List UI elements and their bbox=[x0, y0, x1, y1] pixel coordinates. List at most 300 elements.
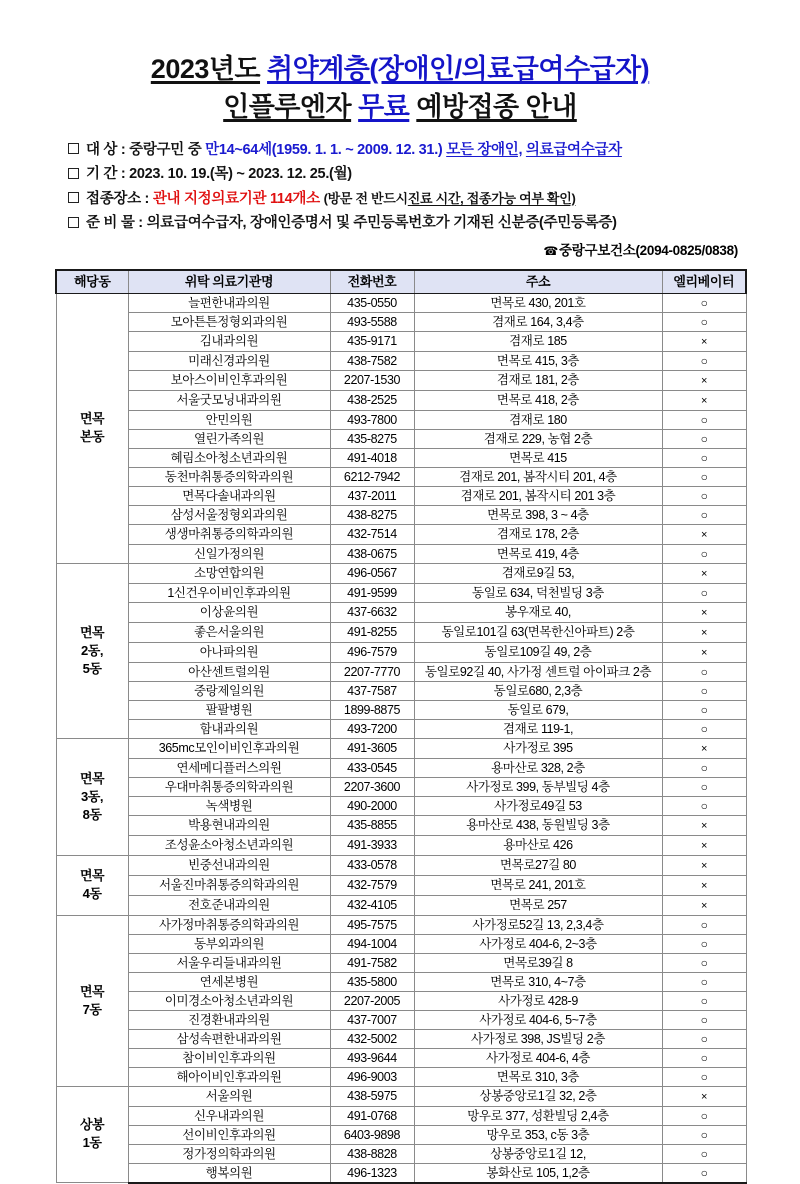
cell-phone: 493-7800 bbox=[330, 410, 414, 429]
circle-mark-icon: ○ bbox=[700, 955, 708, 970]
cell-elevator bbox=[662, 991, 746, 1010]
table-row bbox=[56, 738, 746, 758]
cell-phone: 495-7575 bbox=[330, 915, 414, 934]
cell-clinic-name: 삼성속편한내과의원 bbox=[128, 1029, 330, 1048]
cell-phone: 491-0768 bbox=[330, 1106, 414, 1125]
cell-elevator bbox=[662, 681, 746, 700]
circle-mark-icon: ○ bbox=[700, 721, 708, 736]
circle-mark-icon: ○ bbox=[700, 1165, 708, 1180]
cell-elevator bbox=[662, 1029, 746, 1048]
cell-clinic-name: 보아스이비인후과의원 bbox=[128, 370, 330, 390]
cell-phone: 491-7582 bbox=[330, 953, 414, 972]
cross-mark-icon: × bbox=[700, 626, 708, 639]
cell-address: 동일로101길 63(면목한신아파트) 2층 bbox=[414, 622, 662, 642]
table-row bbox=[56, 583, 746, 602]
table-row bbox=[56, 524, 746, 544]
circle-mark-icon: ○ bbox=[700, 585, 708, 600]
circle-mark-icon: ○ bbox=[700, 1050, 708, 1065]
cell-address: 동일로92길 40, 사가정 센트럴 아이파크 2층 bbox=[414, 662, 662, 681]
cell-clinic-name: 1신건우이비인후과의원 bbox=[128, 583, 330, 602]
cell-clinic-name: 진경환내과의원 bbox=[128, 1010, 330, 1029]
circle-mark-icon: ○ bbox=[700, 1012, 708, 1027]
cell-phone: 496-7579 bbox=[330, 642, 414, 662]
cell-clinic-name: 안민의원 bbox=[128, 410, 330, 429]
cell-phone: 432-5002 bbox=[330, 1029, 414, 1048]
cell-address: 겸재로 180 bbox=[414, 410, 662, 429]
cell-phone: 432-7579 bbox=[330, 875, 414, 895]
cell-clinic-name: 아나파의원 bbox=[128, 642, 330, 662]
info-label-required-items: 준 비 물 : bbox=[86, 215, 143, 232]
cell-address: 면목로 430, 201호 bbox=[414, 293, 662, 312]
cell-address: 상봉중앙로1길 12, bbox=[414, 1144, 662, 1163]
cell-clinic-name: 늘편한내과의원 bbox=[128, 293, 330, 312]
circle-mark-icon: ○ bbox=[700, 412, 708, 427]
cell-address: 면목로 257 bbox=[414, 895, 662, 915]
cross-mark-icon: × bbox=[700, 335, 708, 348]
cell-elevator bbox=[662, 835, 746, 855]
info-label-period: 기 간 : bbox=[86, 166, 126, 183]
cell-elevator bbox=[662, 1010, 746, 1029]
cell-phone: 437-7587 bbox=[330, 681, 414, 700]
cell-address: 면목로 418, 2층 bbox=[414, 390, 662, 410]
cell-elevator bbox=[662, 934, 746, 953]
cell-clinic-name: 면목다솔내과의원 bbox=[128, 486, 330, 505]
circle-mark-icon: ○ bbox=[700, 431, 708, 446]
table-row bbox=[56, 875, 746, 895]
checkbox-square-icon bbox=[68, 192, 79, 203]
cell-phone: 433-0578 bbox=[330, 855, 414, 875]
cell-elevator bbox=[662, 777, 746, 796]
table-row bbox=[56, 855, 746, 875]
cell-phone: 493-7200 bbox=[330, 719, 414, 738]
cell-phone: 491-3605 bbox=[330, 738, 414, 758]
cell-phone: 491-8255 bbox=[330, 622, 414, 642]
circle-mark-icon: ○ bbox=[700, 993, 708, 1008]
cross-mark-icon: × bbox=[700, 606, 708, 619]
cross-mark-icon: × bbox=[700, 646, 708, 659]
cell-elevator bbox=[662, 953, 746, 972]
cell-phone: 435-8275 bbox=[330, 429, 414, 448]
cell-clinic-name: 정가정의학과의원 bbox=[128, 1144, 330, 1163]
cell-address: 면목로27길 80 bbox=[414, 855, 662, 875]
table-row bbox=[56, 815, 746, 835]
cell-address: 동일로 679, bbox=[414, 700, 662, 719]
cell-address: 면목로 415 bbox=[414, 448, 662, 467]
cell-elevator bbox=[662, 662, 746, 681]
cell-phone: 435-9171 bbox=[330, 331, 414, 351]
cell-elevator bbox=[662, 700, 746, 719]
title-vaccination-guide: 예방접종 안내 bbox=[416, 92, 577, 123]
cell-address: 겸재로 164, 3,4층 bbox=[414, 312, 662, 331]
info-row-required-items bbox=[68, 216, 800, 231]
cell-dong: 면목 7동 bbox=[56, 915, 128, 1086]
cell-clinic-name: 365mc모인이비인후과의원 bbox=[128, 738, 330, 758]
table-row bbox=[56, 719, 746, 738]
cross-mark-icon: × bbox=[700, 394, 708, 407]
table-row bbox=[56, 796, 746, 815]
table-row bbox=[56, 758, 746, 777]
cell-elevator bbox=[662, 505, 746, 524]
cell-phone: 493-5588 bbox=[330, 312, 414, 331]
cell-address: 겸재로 181, 2층 bbox=[414, 370, 662, 390]
checkbox-square-icon bbox=[68, 143, 79, 154]
table-row bbox=[56, 544, 746, 563]
cell-clinic-name: 삼성서울정형외과의원 bbox=[128, 505, 330, 524]
cell-clinic-name: 연세메디플러스의원 bbox=[128, 758, 330, 777]
clinic-table bbox=[55, 269, 747, 1184]
info-row-period bbox=[68, 167, 800, 182]
cell-phone: 438-8828 bbox=[330, 1144, 414, 1163]
cell-clinic-name: 박용현내과의원 bbox=[128, 815, 330, 835]
cell-clinic-name: 혜림소아청소년과의원 bbox=[128, 448, 330, 467]
cell-phone: 435-5800 bbox=[330, 972, 414, 991]
table-row bbox=[56, 390, 746, 410]
cell-clinic-name: 생생마취통증의학과의원 bbox=[128, 524, 330, 544]
table-row bbox=[56, 331, 746, 351]
cell-address: 용마산로 438, 동원빌딩 3층 bbox=[414, 815, 662, 835]
info-location-note-1: (방문 전 반드시 bbox=[323, 190, 408, 206]
cell-elevator bbox=[662, 544, 746, 563]
cell-phone: 2207-7770 bbox=[330, 662, 414, 681]
cell-dong: 면목 3동, 8동 bbox=[56, 738, 128, 855]
cell-clinic-name: 좋은서울의원 bbox=[128, 622, 330, 642]
cell-address: 사가정로 404-6, 2~3층 bbox=[414, 934, 662, 953]
title-free: 무료 bbox=[358, 92, 410, 123]
cross-mark-icon: × bbox=[700, 742, 708, 755]
table-row bbox=[56, 642, 746, 662]
cell-clinic-name: 함내과의원 bbox=[128, 719, 330, 738]
cell-clinic-name: 우대마취통증의학과의원 bbox=[128, 777, 330, 796]
cell-phone: 437-6632 bbox=[330, 602, 414, 622]
cell-clinic-name: 선이비인후과의원 bbox=[128, 1125, 330, 1144]
cell-dong: 상봉 1동 bbox=[56, 1086, 128, 1183]
cell-elevator bbox=[662, 602, 746, 622]
table-row bbox=[56, 1106, 746, 1125]
cell-phone: 496-0567 bbox=[330, 563, 414, 583]
cell-elevator bbox=[662, 875, 746, 895]
cell-elevator bbox=[662, 796, 746, 815]
cell-clinic-name: 열린가족의원 bbox=[128, 429, 330, 448]
info-required-items-value: 의료급여수급자, 장애인증명서 및 주민등록번호가 기재된 신분증(주민등록증) bbox=[146, 215, 617, 232]
cell-clinic-name: 서울굿모닝내과의원 bbox=[128, 390, 330, 410]
telephone-icon: ☎ bbox=[543, 244, 559, 259]
cell-elevator bbox=[662, 467, 746, 486]
info-target-text-1: 중랑구민 중 bbox=[129, 141, 202, 158]
cell-clinic-name: 모아튼튼정형외과의원 bbox=[128, 312, 330, 331]
cell-elevator bbox=[662, 410, 746, 429]
info-row-location bbox=[68, 192, 800, 207]
circle-mark-icon: ○ bbox=[700, 295, 708, 310]
cell-clinic-name: 빈중선내과의원 bbox=[128, 855, 330, 875]
cell-address: 사가정로 404-6, 5~7층 bbox=[414, 1010, 662, 1029]
table-row bbox=[56, 662, 746, 681]
cell-clinic-name: 참이비인후과의원 bbox=[128, 1048, 330, 1067]
cell-clinic-name: 서울의원 bbox=[128, 1086, 330, 1106]
cell-address: 면목로39길 8 bbox=[414, 953, 662, 972]
table-row bbox=[56, 1029, 746, 1048]
cell-address: 사가정로52길 13, 2,3,4층 bbox=[414, 915, 662, 934]
title-year: 2023년도 bbox=[150, 54, 261, 84]
cell-phone: 491-9599 bbox=[330, 583, 414, 602]
table-row bbox=[56, 370, 746, 390]
table-row bbox=[56, 777, 746, 796]
info-target-disabled: 모든 장애인, bbox=[446, 141, 523, 158]
column-header-phone: 전화번호 bbox=[330, 270, 414, 294]
cell-clinic-name: 연세본병원 bbox=[128, 972, 330, 991]
circle-mark-icon: ○ bbox=[700, 760, 708, 775]
cell-elevator bbox=[662, 738, 746, 758]
cell-phone: 490-2000 bbox=[330, 796, 414, 815]
cross-mark-icon: × bbox=[700, 1090, 708, 1103]
cell-clinic-name: 조성윤소아청소년과의원 bbox=[128, 835, 330, 855]
cell-elevator bbox=[662, 855, 746, 875]
cell-elevator bbox=[662, 1048, 746, 1067]
cell-elevator bbox=[662, 1163, 746, 1183]
cell-elevator bbox=[662, 448, 746, 467]
cell-clinic-name: 해아이비인후과의원 bbox=[128, 1067, 330, 1086]
circle-mark-icon: ○ bbox=[700, 507, 708, 522]
contact-text: 중랑구보건소(2094-0825/0838) bbox=[559, 242, 738, 258]
cell-clinic-name: 이상윤의원 bbox=[128, 602, 330, 622]
table-row bbox=[56, 602, 746, 622]
page-title bbox=[0, 0, 800, 127]
cell-phone: 494-1004 bbox=[330, 934, 414, 953]
cell-phone: 435-0550 bbox=[330, 293, 414, 312]
cell-phone: 437-7007 bbox=[330, 1010, 414, 1029]
cell-elevator bbox=[662, 312, 746, 331]
circle-mark-icon: ○ bbox=[700, 488, 708, 503]
cell-phone: 491-3933 bbox=[330, 835, 414, 855]
table-row bbox=[56, 1125, 746, 1144]
cell-address: 사가정로 398, JS빌딩 2층 bbox=[414, 1029, 662, 1048]
cell-address: 겸재로 119-1, bbox=[414, 719, 662, 738]
cell-elevator bbox=[662, 351, 746, 370]
cell-clinic-name: 소망연합의원 bbox=[128, 563, 330, 583]
cell-address: 동일로109길 49, 2층 bbox=[414, 642, 662, 662]
cell-clinic-name: 중랑제일의원 bbox=[128, 681, 330, 700]
cell-elevator bbox=[662, 563, 746, 583]
cell-clinic-name: 신우내과의원 bbox=[128, 1106, 330, 1125]
cell-elevator bbox=[662, 758, 746, 777]
cell-phone: 1899-8875 bbox=[330, 700, 414, 719]
cell-elevator bbox=[662, 642, 746, 662]
checkbox-square-icon bbox=[68, 217, 79, 228]
cell-clinic-name: 아산센트럴의원 bbox=[128, 662, 330, 681]
info-target-age-range: 만14~64세(1959. 1. 1. ~ 2009. 12. 31.) bbox=[205, 141, 443, 158]
cell-phone: 438-8275 bbox=[330, 505, 414, 524]
clinic-table-body bbox=[56, 293, 746, 1183]
cell-elevator bbox=[662, 1067, 746, 1086]
cell-clinic-name: 이미경소아청소년과의원 bbox=[128, 991, 330, 1010]
table-row bbox=[56, 351, 746, 370]
cell-address: 면목로 419, 4층 bbox=[414, 544, 662, 563]
clinic-table-head bbox=[56, 270, 746, 294]
cell-phone: 432-7514 bbox=[330, 524, 414, 544]
title-influenza: 인플루엔자 bbox=[223, 92, 352, 123]
table-row bbox=[56, 312, 746, 331]
cell-phone: 2207-3600 bbox=[330, 777, 414, 796]
cell-clinic-name: 서울우리들내과의원 bbox=[128, 953, 330, 972]
info-row-target bbox=[68, 143, 800, 158]
cross-mark-icon: × bbox=[700, 819, 708, 832]
circle-mark-icon: ○ bbox=[700, 353, 708, 368]
circle-mark-icon: ○ bbox=[700, 1069, 708, 1084]
title-line-1 bbox=[0, 50, 800, 88]
circle-mark-icon: ○ bbox=[700, 469, 708, 484]
cell-phone: 438-5975 bbox=[330, 1086, 414, 1106]
cell-address: 망우로 353, c동 3층 bbox=[414, 1125, 662, 1144]
cell-elevator bbox=[662, 1106, 746, 1125]
circle-mark-icon: ○ bbox=[700, 1031, 708, 1046]
cell-clinic-name: 팔팔병원 bbox=[128, 700, 330, 719]
cross-mark-icon: × bbox=[700, 879, 708, 892]
table-row bbox=[56, 1086, 746, 1106]
table-row bbox=[56, 1067, 746, 1086]
cell-address: 사가정로 404-6, 4층 bbox=[414, 1048, 662, 1067]
cell-phone: 438-2525 bbox=[330, 390, 414, 410]
table-row bbox=[56, 681, 746, 700]
cell-clinic-name: 동천마취통증의학과의원 bbox=[128, 467, 330, 486]
cell-elevator bbox=[662, 972, 746, 991]
title-target-group: 취약계층(장애인/의료급여수급자) bbox=[267, 54, 650, 84]
table-row bbox=[56, 953, 746, 972]
circle-mark-icon: ○ bbox=[700, 1108, 708, 1123]
circle-mark-icon: ○ bbox=[700, 683, 708, 698]
cell-dong: 면목 2동, 5동 bbox=[56, 563, 128, 738]
cell-phone: 6212-7942 bbox=[330, 467, 414, 486]
cell-elevator bbox=[662, 915, 746, 934]
cross-mark-icon: × bbox=[700, 528, 708, 541]
table-row bbox=[56, 429, 746, 448]
circle-mark-icon: ○ bbox=[700, 974, 708, 989]
cross-mark-icon: × bbox=[700, 899, 708, 912]
circle-mark-icon: ○ bbox=[700, 702, 708, 717]
cell-address: 사가정로 395 bbox=[414, 738, 662, 758]
cell-address: 상봉중앙로1길 32, 2층 bbox=[414, 1086, 662, 1106]
cell-elevator bbox=[662, 429, 746, 448]
table-row bbox=[56, 410, 746, 429]
title-line-2 bbox=[0, 88, 800, 126]
cell-phone: 435-8855 bbox=[330, 815, 414, 835]
table-row bbox=[56, 895, 746, 915]
cell-phone: 6403-9898 bbox=[330, 1125, 414, 1144]
circle-mark-icon: ○ bbox=[700, 664, 708, 679]
circle-mark-icon: ○ bbox=[700, 450, 708, 465]
cell-address: 면목로 241, 201호 bbox=[414, 875, 662, 895]
cell-address: 겸재로 178, 2층 bbox=[414, 524, 662, 544]
circle-mark-icon: ○ bbox=[700, 779, 708, 794]
table-row bbox=[56, 934, 746, 953]
cell-elevator bbox=[662, 622, 746, 642]
cell-address: 겸재로 201, 봄작시티 201, 4층 bbox=[414, 467, 662, 486]
cell-elevator bbox=[662, 331, 746, 351]
cell-address: 용마산로 426 bbox=[414, 835, 662, 855]
cell-address: 봉화산로 105, 1,2층 bbox=[414, 1163, 662, 1183]
cell-clinic-name: 서울진마취통증의학과의원 bbox=[128, 875, 330, 895]
circle-mark-icon: ○ bbox=[700, 546, 708, 561]
table-row bbox=[56, 991, 746, 1010]
cell-phone: 2207-1530 bbox=[330, 370, 414, 390]
table-row bbox=[56, 1048, 746, 1067]
circle-mark-icon: ○ bbox=[700, 1146, 708, 1161]
table-row bbox=[56, 1163, 746, 1183]
cell-address: 겸재로9길 53, bbox=[414, 563, 662, 583]
cell-phone: 2207-2005 bbox=[330, 991, 414, 1010]
column-header-dong: 해당동 bbox=[56, 270, 128, 294]
cell-elevator bbox=[662, 895, 746, 915]
cell-address: 사가정로 399, 동부빌딩 4층 bbox=[414, 777, 662, 796]
cell-elevator bbox=[662, 719, 746, 738]
cross-mark-icon: × bbox=[700, 567, 708, 580]
cell-clinic-name: 전호준내과의원 bbox=[128, 895, 330, 915]
cell-phone: 432-4105 bbox=[330, 895, 414, 915]
cell-address: 동일로 634, 덕천빌딩 3층 bbox=[414, 583, 662, 602]
cell-elevator bbox=[662, 293, 746, 312]
cell-phone: 493-9644 bbox=[330, 1048, 414, 1067]
table-row bbox=[56, 700, 746, 719]
circle-mark-icon: ○ bbox=[700, 917, 708, 932]
info-period-value: 2023. 10. 19.(목) ~ 2023. 12. 25.(월) bbox=[129, 166, 352, 183]
info-label-target: 대 상 : bbox=[86, 141, 126, 158]
cell-phone: 496-1323 bbox=[330, 1163, 414, 1183]
cell-phone: 438-0675 bbox=[330, 544, 414, 563]
circle-mark-icon: ○ bbox=[700, 1127, 708, 1142]
cell-address: 용마산로 328, 2층 bbox=[414, 758, 662, 777]
cell-dong: 면목 본동 bbox=[56, 293, 128, 563]
table-row bbox=[56, 972, 746, 991]
table-row bbox=[56, 1010, 746, 1029]
cell-clinic-name: 동부외과의원 bbox=[128, 934, 330, 953]
table-row bbox=[56, 1144, 746, 1163]
cell-clinic-name: 사가정마취통증의학과의원 bbox=[128, 915, 330, 934]
column-header-address: 주소 bbox=[414, 270, 662, 294]
cell-address: 면목로 398, 3 ~ 4층 bbox=[414, 505, 662, 524]
cell-elevator bbox=[662, 524, 746, 544]
cell-address: 망우로 377, 성환빌딩 2,4층 bbox=[414, 1106, 662, 1125]
cell-elevator bbox=[662, 815, 746, 835]
cell-address: 동일로680, 2,3층 bbox=[414, 681, 662, 700]
clinic-table-header-row bbox=[56, 270, 746, 294]
cell-elevator bbox=[662, 583, 746, 602]
circle-mark-icon: ○ bbox=[700, 314, 708, 329]
cell-address: 면목로 415, 3층 bbox=[414, 351, 662, 370]
cross-mark-icon: × bbox=[700, 859, 708, 872]
cell-address: 겸재로 201, 봄작시티 201 3층 bbox=[414, 486, 662, 505]
clinic-table-container bbox=[55, 269, 745, 1184]
column-header-clinic-name: 위탁 의료기관명 bbox=[128, 270, 330, 294]
cell-phone: 433-0545 bbox=[330, 758, 414, 777]
cell-phone: 496-9003 bbox=[330, 1067, 414, 1086]
cross-mark-icon: × bbox=[700, 374, 708, 387]
cell-phone: 491-4018 bbox=[330, 448, 414, 467]
cell-dong: 면목 4동 bbox=[56, 855, 128, 915]
info-location-count: 관내 지정의료기관 114개소 bbox=[152, 190, 320, 207]
cell-clinic-name: 미래신경과의원 bbox=[128, 351, 330, 370]
table-row bbox=[56, 293, 746, 312]
checkbox-square-icon bbox=[68, 168, 79, 179]
cell-address: 겸재로 185 bbox=[414, 331, 662, 351]
info-location-note-2: 진료 시간, 접종가능 여부 확인) bbox=[407, 190, 576, 206]
cell-address: 면목로 310, 4~7층 bbox=[414, 972, 662, 991]
cell-elevator bbox=[662, 486, 746, 505]
info-list bbox=[0, 143, 800, 231]
cell-elevator bbox=[662, 370, 746, 390]
table-row bbox=[56, 622, 746, 642]
cell-elevator bbox=[662, 1125, 746, 1144]
table-row bbox=[56, 467, 746, 486]
circle-mark-icon: ○ bbox=[700, 798, 708, 813]
table-row bbox=[56, 505, 746, 524]
